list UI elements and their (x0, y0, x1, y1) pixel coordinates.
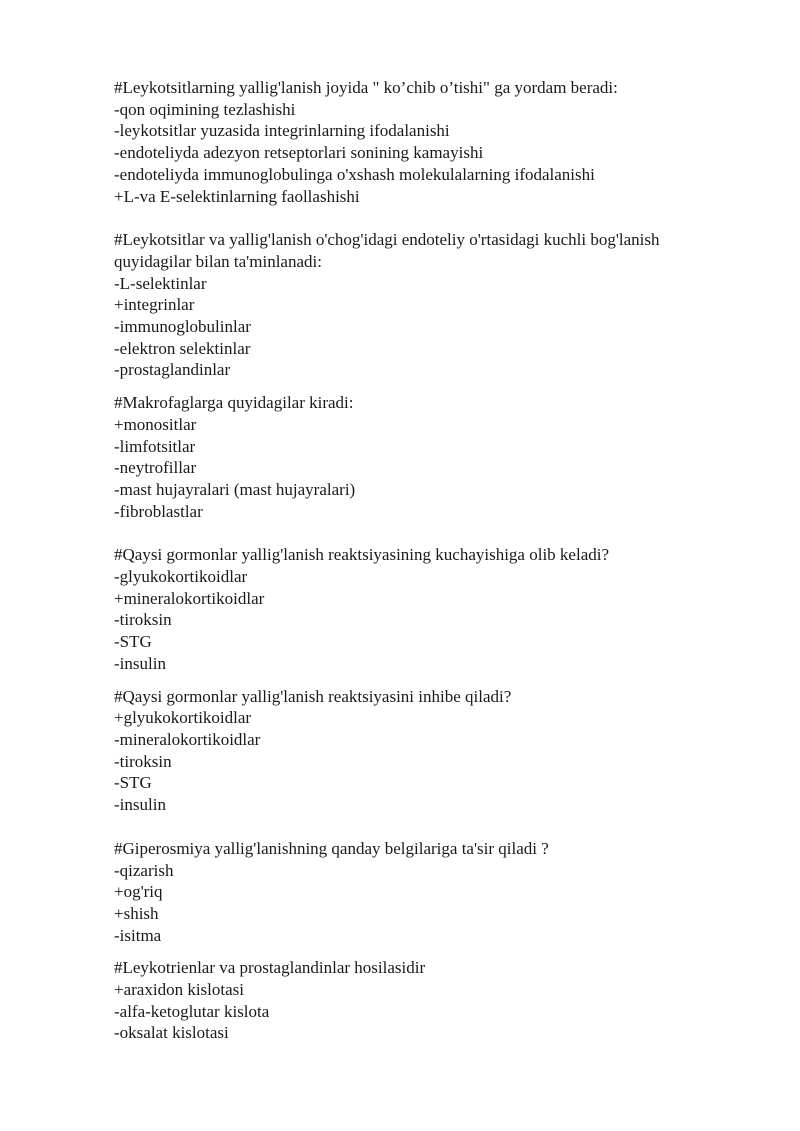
answer-option: -L-selektinlar (114, 273, 207, 293)
document-body (114, 77, 734, 1044)
question-block (114, 229, 734, 381)
answer-option: -oksalat kislotasi (114, 1023, 229, 1043)
answer-option: -tiroksin (114, 610, 172, 630)
spacer (114, 675, 734, 686)
question-text: #Qaysi gormonlar yallig'lanish reaktsiyasining kuchayishiga olib keladi? (114, 545, 610, 565)
answer-option: -neytrofillar (114, 458, 197, 478)
answer-option: +araxidon kislotasi (114, 980, 244, 1000)
answer-option: -immunoglobulinlar (114, 317, 251, 337)
answer-option: -mineralokortikoidlar (114, 729, 261, 749)
question-text: #Qaysi gormonlar yallig'lanish reaktsiyasini inhibe qiladi? (114, 686, 512, 706)
answer-option: +glyukokortikoidlar (114, 708, 252, 728)
spacer (114, 522, 734, 544)
answer-option: +integrinlar (114, 295, 195, 315)
answer-option: +shish (114, 903, 159, 923)
answer-option: -limfotsitlar (114, 436, 196, 456)
question-text: #Leykotsitlar va yallig'lanish o'chog'idagi endoteliy o'rtasidagi kuchli bog'lanish quyidagilar bilan ta'minlanadi: (114, 230, 664, 271)
question-block (114, 838, 734, 947)
question-block (114, 686, 734, 816)
answer-option: -fibroblastlar (114, 501, 203, 521)
spacer (114, 207, 734, 229)
answer-option: -tiroksin (114, 751, 172, 771)
spacer (114, 381, 734, 392)
answer-option: -leykotsitlar yuzasida integrinlarning ifodalanishi (114, 121, 450, 141)
question-block (114, 392, 734, 522)
answer-option: -glyukokortikoidlar (114, 567, 248, 587)
answer-option: -insulin (114, 653, 166, 673)
answer-option: -mast hujayralari (mast hujayralari) (114, 479, 356, 499)
answer-option: +L-va E-selektinlarning faollashishi (114, 186, 360, 206)
question-text: #Leykotsitlarning yallig'lanish joyida " ko’chib o’tishi" ga yordam beradi: (114, 78, 618, 97)
answer-option: -STG (114, 632, 152, 652)
answer-option: +monositlar (114, 414, 197, 434)
answer-option: -insulin (114, 795, 166, 815)
answer-option: -endoteliyda adezyon retseptorlari sonining kamayishi (114, 143, 484, 163)
spacer (114, 946, 734, 957)
answer-option: -qon oqimining tezlashishi (114, 99, 296, 119)
question-block (114, 77, 734, 207)
question-text: #Makrofaglarga quyidagilar kiradi: (114, 393, 354, 413)
answer-option: -STG (114, 773, 152, 793)
question-text: #Giperosmiya yallig'lanishning qanday belgilariga ta'sir qiladi ? (114, 838, 549, 858)
answer-option: -qizarish (114, 860, 174, 880)
question-text: #Leykotrienlar va prostaglandinlar hosilasidir (114, 958, 426, 978)
answer-option: +mineralokortikoidlar (114, 588, 265, 608)
question-block (114, 544, 734, 674)
answer-option: -endoteliyda immunoglobulinga o'xshash molekulalarning ifodalanishi (114, 164, 595, 184)
answer-option: -elektron selektinlar (114, 338, 251, 358)
spacer (114, 816, 734, 838)
question-block (114, 957, 734, 1044)
answer-option: -alfa-ketoglutar kislota (114, 1001, 270, 1021)
answer-option: -isitma (114, 925, 162, 945)
answer-option: -prostaglandinlar (114, 360, 231, 380)
answer-option: +og'riq (114, 882, 163, 902)
